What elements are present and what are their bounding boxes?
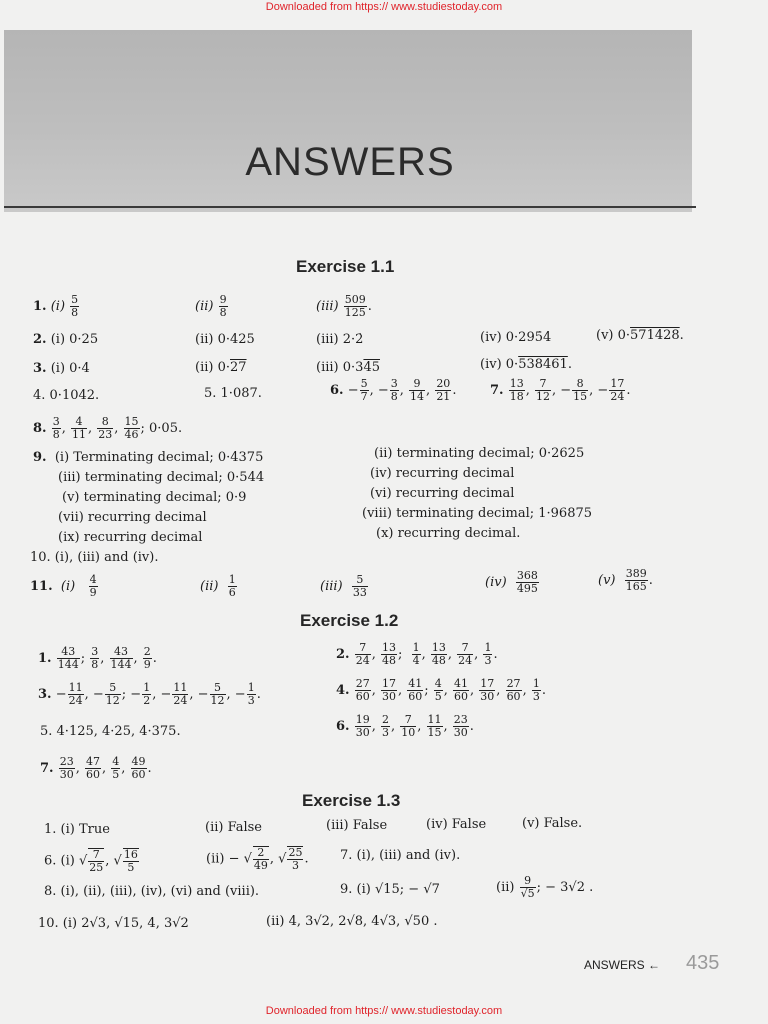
ex11-q2-iv: (iv) 0·295̇4̇ [480,330,552,345]
ex11-q2-v: (v) 0·571428. [596,328,684,343]
ex11-q9-v: (v) terminating decimal; 0·9 [62,490,247,505]
ex13-q1-ii: (ii) False [205,820,263,835]
ex13-q10-ii: (ii) 4, 3√2, 2√8, 4√3, √50 . [266,914,438,929]
ex11-q2-iii: (iii) 2·2̇ [316,332,364,347]
ex12-q4: 4. $\frac{27}{60}$ , $\frac{17}{30}$ , $\frac{41}{60}$ ; $\frac{4}{5}$ , $\frac{41}{60}$ , $\frac{17}{30}$ , $\frac{27}{60}$ , $\frac{1}{3}$ . [336,677,546,703]
ex11-q3-i: 3. (i) 0·4̇ [33,361,90,376]
ex12-q7: 7. $\frac{23}{30}$ , $\frac{47}{60}$ , $\frac{4}{5}$ , $\frac{49}{60}$ . [40,755,152,781]
ex11-q11-v: (v) $\frac{389}{165}$ . [598,567,653,593]
download-notice-top[interactable]: Downloaded from https:// www.studiestoday.com [265,1,503,13]
ex11-q1-iii: (iii) $\frac{509}{125}$ . [316,293,372,319]
exercise-heading-1-1: Exercise 1.1 [296,257,395,276]
ex11-q11-iv: (iv) $\frac{368}{495}$ [485,569,538,595]
ex11-q2-ii: (ii) 0·425 [195,332,255,347]
running-footer: ANSWERS ← [584,958,661,972]
ex13-q9-ii: (ii) $\frac{9}{√5}$ ; − 3√2 . [496,874,594,900]
ex11-q1: 1. (i) $\frac{5}{8}$ [33,293,79,319]
ex11-q7: 7. $\frac{13}{18}$ , $\frac{7}{12}$ , − $\frac{8}{15}$ , − $\frac{17}{24}$ . [490,377,631,403]
ex11-q9-x: (x) recurring decimal. [376,526,521,541]
ex13-q6-ii: (ii) − √ $\frac{2}{49}$ , √ $\frac{25}{3}$ . [206,846,309,872]
ex11-q9-ii: (ii) terminating decimal; 0·2625 [374,446,585,461]
ex12-q2: 2. $\frac{7}{24}$ , $\frac{13}{48}$ ; $\frac{1}{4}$ , $\frac{13}{48}$ , $\frac{7}{24}$ , $\frac{1}{3}$ . [336,641,498,667]
ex11-q3-iv: (iv) 0·538461. [480,357,572,372]
title-rule [4,206,696,208]
ex11-q9-iv: (iv) recurring decimal [370,466,515,481]
exercise-heading-1-3: Exercise 1.3 [302,791,401,810]
ex11-q4: 4. 0·1042. [33,388,100,403]
ex11-q3-ii: (ii) 0·27 [195,360,247,375]
ex12-q5: 5. 4·125, 4·25, 4·375. [40,724,181,739]
ex11-q9-viii: (viii) terminating decimal; 1·96875 [362,506,593,521]
ex11-q9-vi: (vi) recurring decimal [370,486,515,501]
ex13-q1-i: 1. (i) True [44,822,110,837]
ex12-q6: 6. $\frac{19}{30}$ , $\frac{2}{3}$ , $\frac{7}{10}$ , $\frac{11}{15}$ , $\frac{23}{30}$ . [336,713,474,739]
ex13-q1-v: (v) False. [522,816,583,831]
ex13-q1-iii: (iii) False [326,818,388,833]
ex11-q3-iii: (iii) 0·345 [316,360,380,375]
ex13-q10-i: 10. (i) 2√3, √15, 4, 3√2 [38,916,189,931]
ex11-q1-ii: (ii) $\frac{9}{8}$ [195,293,227,319]
download-notice-bottom[interactable]: Downloaded from https:// www.studiestoday.com [265,1005,503,1017]
ex11-q9-ix: (ix) recurring decimal [58,530,203,545]
ex13-q6-i: 6. (i) √ $\frac{7}{25}$ , √ $\frac{16}{5}$ [44,848,138,874]
ex11-q10: 10. (i), (iii) and (iv). [30,550,159,565]
ex11-q11-iii: (iii) $\frac{5}{33}$ [320,573,367,599]
ex12-q3: 3. − $\frac{11}{24}$ , − $\frac{5}{12}$ ; − $\frac{1}{2}$ , − $\frac{11}{24}$ , − $\frac{5}{12}$ , − $\frac{1}{3}$ . [38,681,261,707]
ex11-q9-i: 9. (i) Terminating decimal; 0·4375 [33,450,264,465]
exercise-heading-1-2: Exercise 1.2 [300,611,399,630]
ex13-q1-iv: (iv) False [426,817,487,832]
page-number: 435 [686,952,720,974]
ex13-q9-i: 9. (i) √15; − √7 [340,882,440,897]
ex11-q5: 5. 1·087. [204,386,262,401]
ex11-q2-i: 2. (i) 0·25 [33,332,99,347]
ex11-q11-ii: (ii) $\frac{1}{6}$ [200,573,236,599]
ex12-q1: 1. $\frac{43}{144}$ ; $\frac{3}{8}$ , $\frac{43}{144}$ , $\frac{2}{9}$ . [38,645,157,671]
ex11-q6: 6. − $\frac{5}{7}$ , − $\frac{3}{8}$ , $\frac{9}{14}$ , $\frac{20}{21}$ . [330,377,457,403]
ex11-q11-i: 11. (i) $\frac{4}{9}$ [30,573,97,599]
ex11-q9-iii: (iii) terminating decimal; 0·544 [58,470,265,485]
ex11-q9-vii: (vii) recurring decimal [58,510,207,525]
ex13-q8: 8. (i), (ii), (iii), (iv), (vi) and (viii). [44,884,260,899]
page-title: ANSWERS [245,140,455,184]
ex13-q7: 7. (i), (iii) and (iv). [340,848,461,863]
ex11-q8: 8. $\frac{3}{8}$ , $\frac{4}{11}$ , $\frac{8}{23}$ , $\frac{15}{46}$ ; 0·05. [33,415,183,441]
